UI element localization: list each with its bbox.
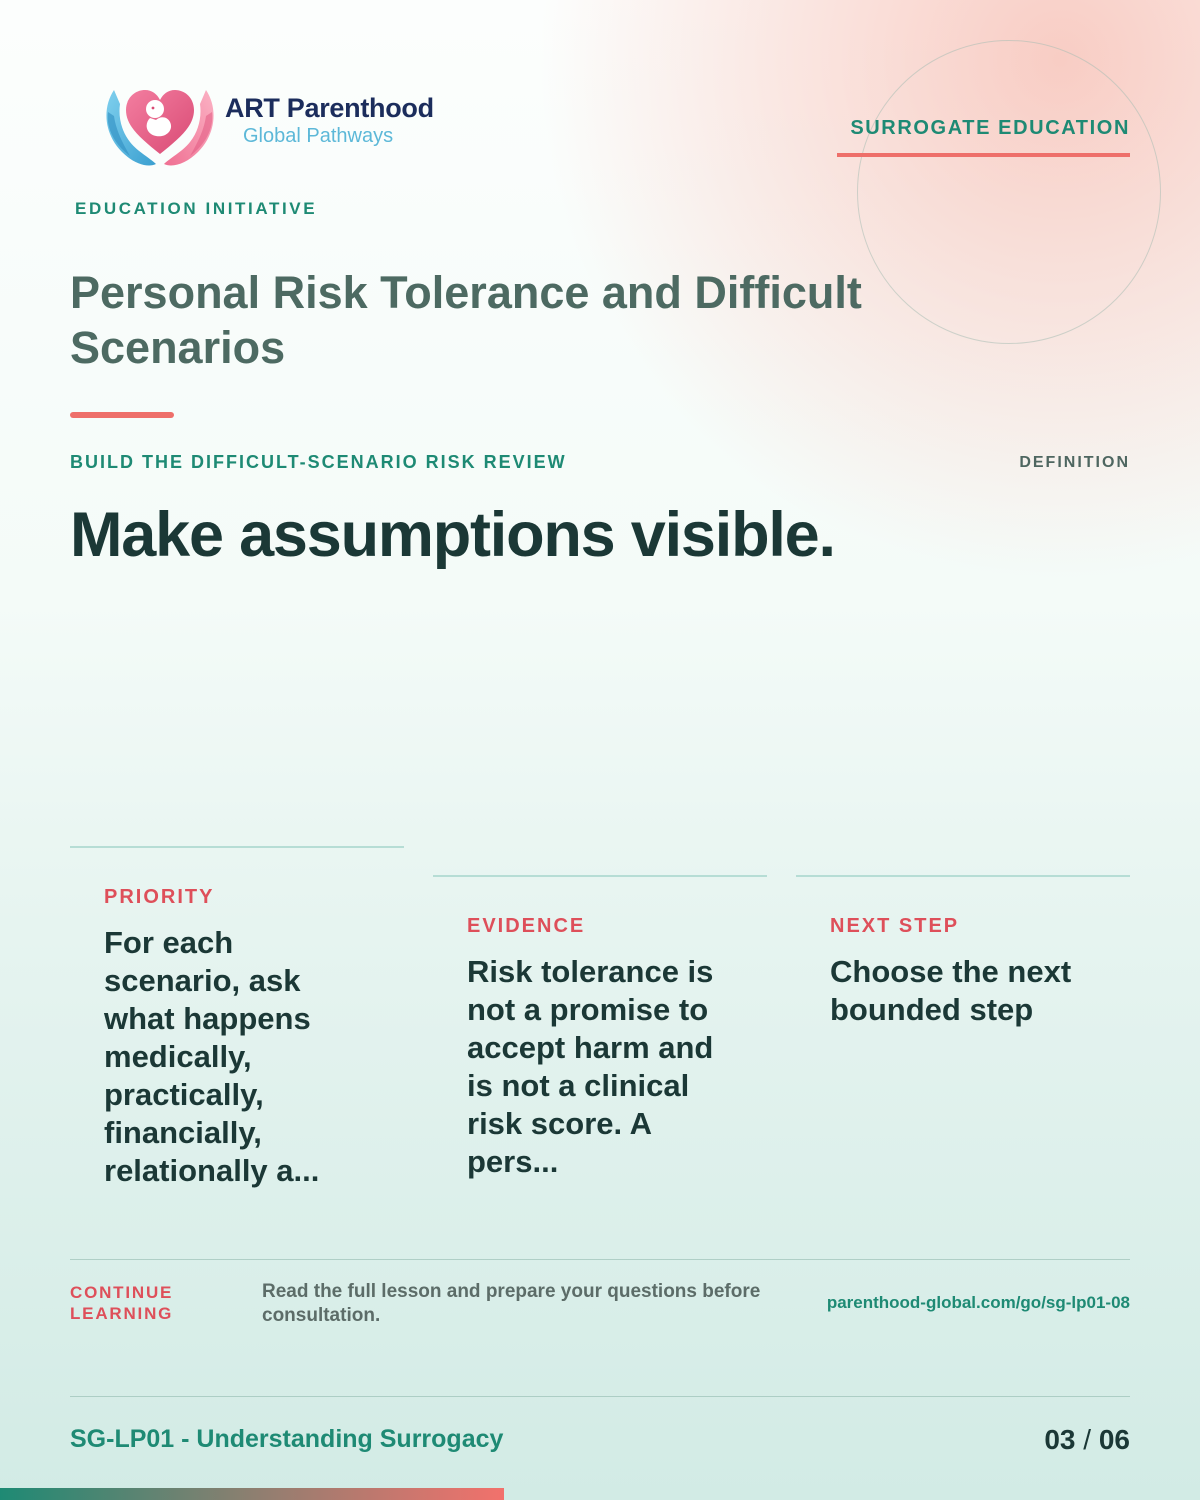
hands-heart-baby-icon <box>100 72 220 172</box>
page-indicator <box>1044 1424 1130 1456</box>
divider <box>70 1396 1130 1397</box>
divider <box>70 1259 1130 1260</box>
initiative-label: EDUCATION INITIATIVE <box>75 199 318 218</box>
brand-name: ART Parenthood <box>225 93 434 123</box>
lesson-link[interactable]: parenthood-global.com/go/sg-lp01-08 <box>826 1293 1130 1312</box>
card-label: NEXT STEP <box>830 915 960 937</box>
lesson-title: Personal Risk Tolerance and Difficult Scenarios <box>70 267 862 373</box>
continue-learning-text: Read the full lesson and prepare your questions before consultation. <box>262 1281 761 1326</box>
headline: Make assumptions visible. <box>70 500 835 570</box>
card-evidence <box>433 875 767 1181</box>
card-priority <box>70 846 404 1190</box>
continue-learning-label: CONTINUE LEARNING <box>70 1283 174 1323</box>
page-current: 03 <box>1044 1424 1076 1455</box>
card-label: PRIORITY <box>104 886 215 908</box>
title-accent-rule <box>70 412 174 418</box>
card-next-step <box>796 875 1130 1029</box>
card-label: EVIDENCE <box>467 915 586 937</box>
page-separator: / <box>1083 1424 1092 1455</box>
course-name: SG-LP01 - Understanding Surrogacy <box>70 1425 504 1453</box>
category-label: SURROGATE EDUCATION <box>850 117 1130 139</box>
page-total: 06 <box>1098 1424 1130 1455</box>
card-body: For each scenario, ask what happens medically, practically, financially, relationally a... <box>104 925 320 1188</box>
progress-bar <box>0 1488 504 1500</box>
card-body: Risk tolerance is not a promise to accept harm and is not a clinical risk score. A pers... <box>467 954 714 1179</box>
brand-subtitle: Global Pathways <box>243 125 394 147</box>
section-tag: DEFINITION <box>1019 454 1130 471</box>
category-underline <box>837 153 1130 157</box>
section-label: BUILD THE DIFFICULT-SCENARIO RISK REVIEW <box>70 452 567 472</box>
card-body: Choose the next bounded step <box>830 954 1072 1027</box>
